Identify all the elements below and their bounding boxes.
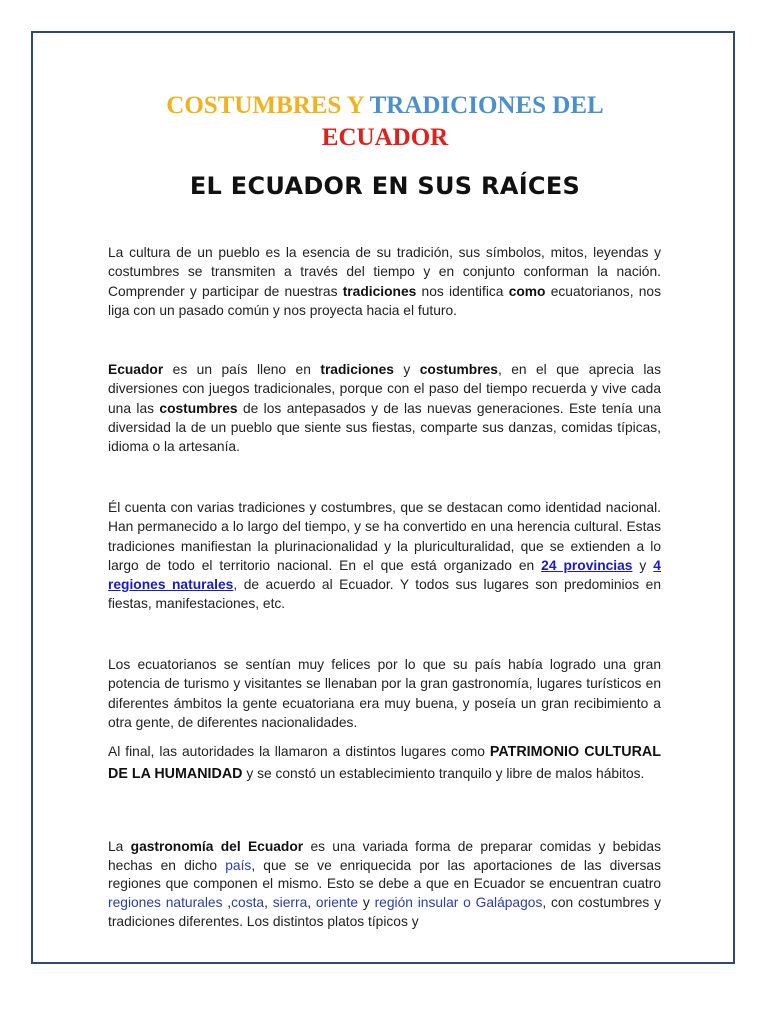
bold-text: tradiciones [342, 283, 417, 299]
bold-text: Ecuador [108, 362, 164, 377]
paragraph-gastronomia [108, 838, 661, 932]
text: ecuatorianos, nos liga con un pasado común y nos proyecta hacia el futuro. [108, 283, 662, 318]
bold-text: costumbres [159, 400, 238, 416]
paragraph-cultura [108, 243, 661, 320]
link-costa[interactable]: costa [231, 895, 265, 911]
text: , en el que aprecia las diversiones con juegos tradicionales, porque con el paso del tiempo recuerda y vive cada una las [108, 362, 661, 416]
paragraph-turismo [108, 655, 661, 732]
paragraph-ecuador [108, 360, 661, 456]
bold-text: gastronomía del Ecuador [130, 839, 304, 854]
text: , [222, 895, 232, 911]
title-part-costumbres: COSTUMBRES Y [166, 92, 370, 119]
document-subtitle: EL ECUADOR EN SUS RAÍCES [189, 172, 581, 200]
link-24-provincias[interactable]: 24 provincias [541, 557, 633, 573]
link-oriente[interactable]: oriente [315, 895, 359, 911]
text: nos identifica [416, 283, 509, 299]
title-part-ecuador: ECUADOR [321, 124, 449, 151]
bold-text: PATRIMONIO CULTURAL DE LA HUMANIDAD [108, 744, 661, 782]
text: y [393, 362, 420, 377]
bold-text: costumbres [419, 362, 498, 377]
document-title [60, 90, 710, 154]
text: y [358, 895, 375, 911]
text: La [108, 839, 131, 854]
paragraph-patrimonio [108, 741, 661, 785]
link-pais[interactable]: país [225, 857, 252, 873]
text: Él cuenta con varias tradiciones y costumbres, que se destacan como identidad nacional. Han permanecido a lo largo del tiempo, y se ha convertido en una herencia cultural. Estas tradiciones manifiestan la plurinacionalidad y la pluriculturalidad, que se extienden a lo largo de todo el territorio nacional. En el que está organizado en [108, 500, 661, 573]
text: y se constó un establecimiento tranquilo y libre de malos hábitos. [242, 766, 645, 781]
text: , con costumbres y tradiciones diferentes. Los distintos platos típicos y [108, 895, 662, 929]
text: Los ecuatorianos se sentían muy felices por lo que su país había logrado una gran potencia de turismo y visitantes se llenaban por la gran gastronomía, lugares turísticos en diferentes ámbitos la gente ecuatoriana era muy buena, y poseía un gran recibimiento a otra gente, de diferentes nacionalidades. [108, 657, 661, 730]
text: , [307, 895, 316, 911]
title-part-tradiciones: TRADICIONES DEL [369, 92, 604, 119]
text: de los antepasados y de las nuevas generaciones. Este tenía una diversidad la de un pueblo que siente sus fiestas, comparte sus danzas, comidas típicas, idioma o la artesanía. [108, 400, 661, 455]
text: es un país lleno en [163, 362, 321, 377]
link-sierra[interactable]: sierra [272, 895, 308, 911]
paragraph-identidad [108, 498, 661, 614]
link-region-insular[interactable]: región insular o Galápagos [374, 895, 543, 911]
text: , [264, 895, 273, 911]
link-4-regiones-naturales[interactable]: 4 regiones naturales [108, 557, 661, 593]
text: , que se ve enriquecida por las aportaciones de las diversas regiones que componen el mismo. Esto se debe a que en Ecuador se encuentran cuatro [108, 857, 661, 892]
text: y [632, 557, 654, 573]
text: La cultura de un pueblo es la esencia de su tradición, sus símbolos, mitos, leyendas y costumbres se transmiten a través del tiempo y en conjunto conforman la nación. Comprender y participar de nuestras [108, 245, 661, 299]
bold-text: como [508, 283, 546, 299]
bold-text: tradiciones [320, 362, 394, 377]
text: es una variada forma de preparar comidas y bebidas hechas en dicho [108, 839, 661, 873]
link-regiones-naturales[interactable]: regiones naturales [108, 895, 223, 911]
text: Al final, las autoridades la llamaron a distintos lugares como [108, 744, 490, 759]
text: , de acuerdo al Ecuador. Y todos sus lugares son predominios en fiestas, manifestaciones, etc. [108, 577, 662, 612]
